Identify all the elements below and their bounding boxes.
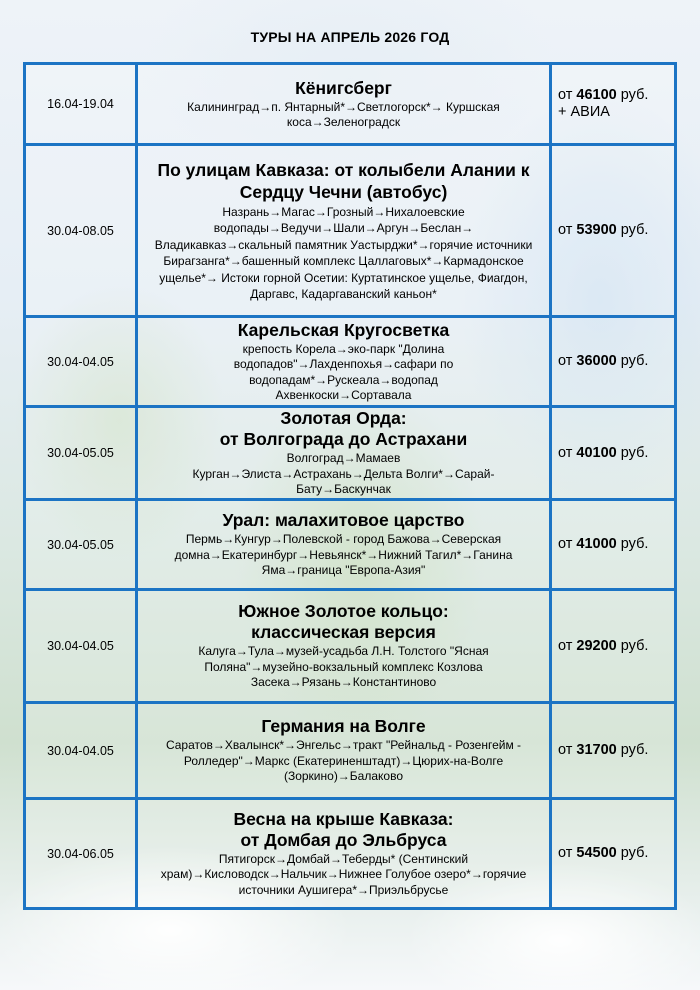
tour-info: [135, 800, 552, 907]
tour-dates: 30.04-05.05: [47, 446, 114, 460]
tour-dates: 30.04-05.05: [47, 537, 114, 552]
tour-row-caucasus: [26, 143, 674, 315]
tour-title: Карельская Кругосветка: [237, 319, 450, 340]
tour-info: [135, 408, 552, 498]
tour-title: По улицам Кавказа: от колыбели Алании к Сердцу Чечни (автобус): [157, 159, 530, 202]
tour-row-golden-horde: [26, 405, 674, 498]
tour-price: [552, 65, 674, 143]
price-value: 46100: [576, 87, 617, 103]
tour-dates: 30.04-08.05: [47, 223, 114, 238]
price-value: 40100: [576, 444, 617, 461]
tour-route: Назрань→Магас→Грозный→Нихалоевские водопады→Ведучи→Шали→Аргун→Беслан→ Владикавказ→скальный памятник Уастырджи*→горячие источники Бирагзанга*→башенный комплекс Цаллаговых*→Кармадонское ущелье*→ Истоки горной Осетии: Куртатинское ущелье, Фиагдон, Даргавс, Кадаргаванский каньон*: [154, 204, 533, 301]
price-currency: руб.: [620, 444, 649, 461]
price-currency: руб.: [620, 87, 649, 103]
price-prefix: от: [558, 222, 573, 238]
tour-row-germany-volga: [26, 701, 674, 797]
tour-title: Золотая Орда:: [280, 408, 407, 429]
tour-row-elbrus: [26, 797, 674, 907]
tour-info: [135, 65, 552, 143]
tour-price: [552, 318, 674, 405]
tour-route: Саратов→Хвалынск*→Энгельс→тракт "Рейнальд - Розенгейм - Ролледер"→Маркс (Екатериненштадт)→Цюрих-на-Волге (Зоркино)→Балаково: [165, 738, 522, 784]
price-prefix: от: [558, 637, 573, 654]
price-value: 31700: [576, 742, 617, 758]
tour-title: Урал: малахитовое царство: [222, 510, 465, 531]
tour-title: Кёнигсберг: [295, 77, 392, 98]
price-currency: руб.: [620, 742, 649, 758]
tour-dates: 30.04-04.05: [47, 354, 114, 369]
tour-route: крепость Корела→эко-парк "Долина водопадов"→Лахденпохья→сафари по водопадам*→Рускеала→водопад Ахвенкоски→Сортавала: [233, 341, 454, 402]
tour-route: Калининград→п. Янтарный*→Светлогорск*→ Куршская коса→Зеленоградск: [187, 99, 500, 129]
tour-title: Весна на крыше Кавказа:: [233, 808, 454, 829]
tour-dates: 30.04-04.05: [47, 743, 114, 758]
tour-subtitle: от Домбая до Эльбруса: [240, 829, 447, 850]
tour-price: [552, 408, 674, 498]
price-prefix: от: [558, 845, 573, 861]
tour-subtitle: от Волгограда до Астрахани: [219, 429, 468, 450]
price-prefix: от: [558, 353, 573, 369]
tour-title: Германия на Волге: [261, 716, 426, 737]
price-currency: руб.: [620, 353, 649, 369]
tour-price: [552, 591, 674, 701]
price-currency: руб.: [620, 845, 649, 861]
price-prefix: от: [558, 87, 573, 103]
tours-table: [23, 62, 677, 910]
price-value: 36000: [576, 353, 617, 369]
tour-dates: 30.04-06.05: [47, 846, 114, 861]
tour-info: [135, 146, 552, 315]
tour-route: Волгоград→Мамаев Курган→Элиста→Астрахань→Дельта Волги*→Сарай-Бату→Баскунчак: [192, 451, 495, 497]
tour-row-golden-ring: [26, 588, 674, 701]
price-value: 53900: [576, 222, 617, 238]
tour-route: Калуга→Тула→музей-усадьба Л.Н. Толстого "Ясная Поляна"→музейно-вокзальный комплекс Козлова Засека→Рязань→Константиново: [198, 644, 489, 690]
tour-price: [552, 800, 674, 907]
tour-dates: 30.04-04.05: [47, 639, 114, 653]
tour-route: Пятигорск→Домбай→Теберды* (Сентинский храм)→Кисловодск→Нальчик→Нижнее Голубое озеро*→горячие источники Аушигера*→Приэльбрусье: [160, 851, 527, 897]
price-value: 29200: [576, 637, 617, 654]
price-currency: руб.: [620, 536, 649, 552]
price-currency: руб.: [620, 222, 649, 238]
price-value: 41000: [576, 536, 617, 552]
tour-price: [552, 501, 674, 588]
tour-info: [135, 501, 552, 588]
price-value: 54500: [576, 845, 617, 861]
price-prefix: от: [558, 536, 573, 552]
tour-info: [135, 318, 552, 405]
price-extra: + АВИА: [558, 104, 610, 120]
tour-route: Пермь→Кунгур→Полевской - город Бажова→Северская домна→Екатеринбург→Невьянск*→Нижний Тагил*→Ганина Яма→граница "Европа-Азия": [174, 532, 513, 578]
price-currency: руб.: [620, 637, 649, 654]
tour-info: [135, 591, 552, 701]
tour-row-karelia: [26, 315, 674, 405]
tour-price: [552, 146, 674, 315]
tour-info: [135, 704, 552, 797]
tour-row-konigsberg: [26, 65, 674, 143]
tour-subtitle: классическая версия: [251, 622, 436, 643]
page-title: ТУРЫ НА АПРЕЛЬ 2026 ГОД: [250, 29, 450, 45]
tour-price: [552, 704, 674, 797]
tour-title: Южное Золотое кольцо:: [238, 601, 449, 622]
tour-row-ural: [26, 498, 674, 588]
price-prefix: от: [558, 742, 573, 758]
price-prefix: от: [558, 444, 573, 461]
tour-dates: 16.04-19.04: [47, 97, 114, 111]
